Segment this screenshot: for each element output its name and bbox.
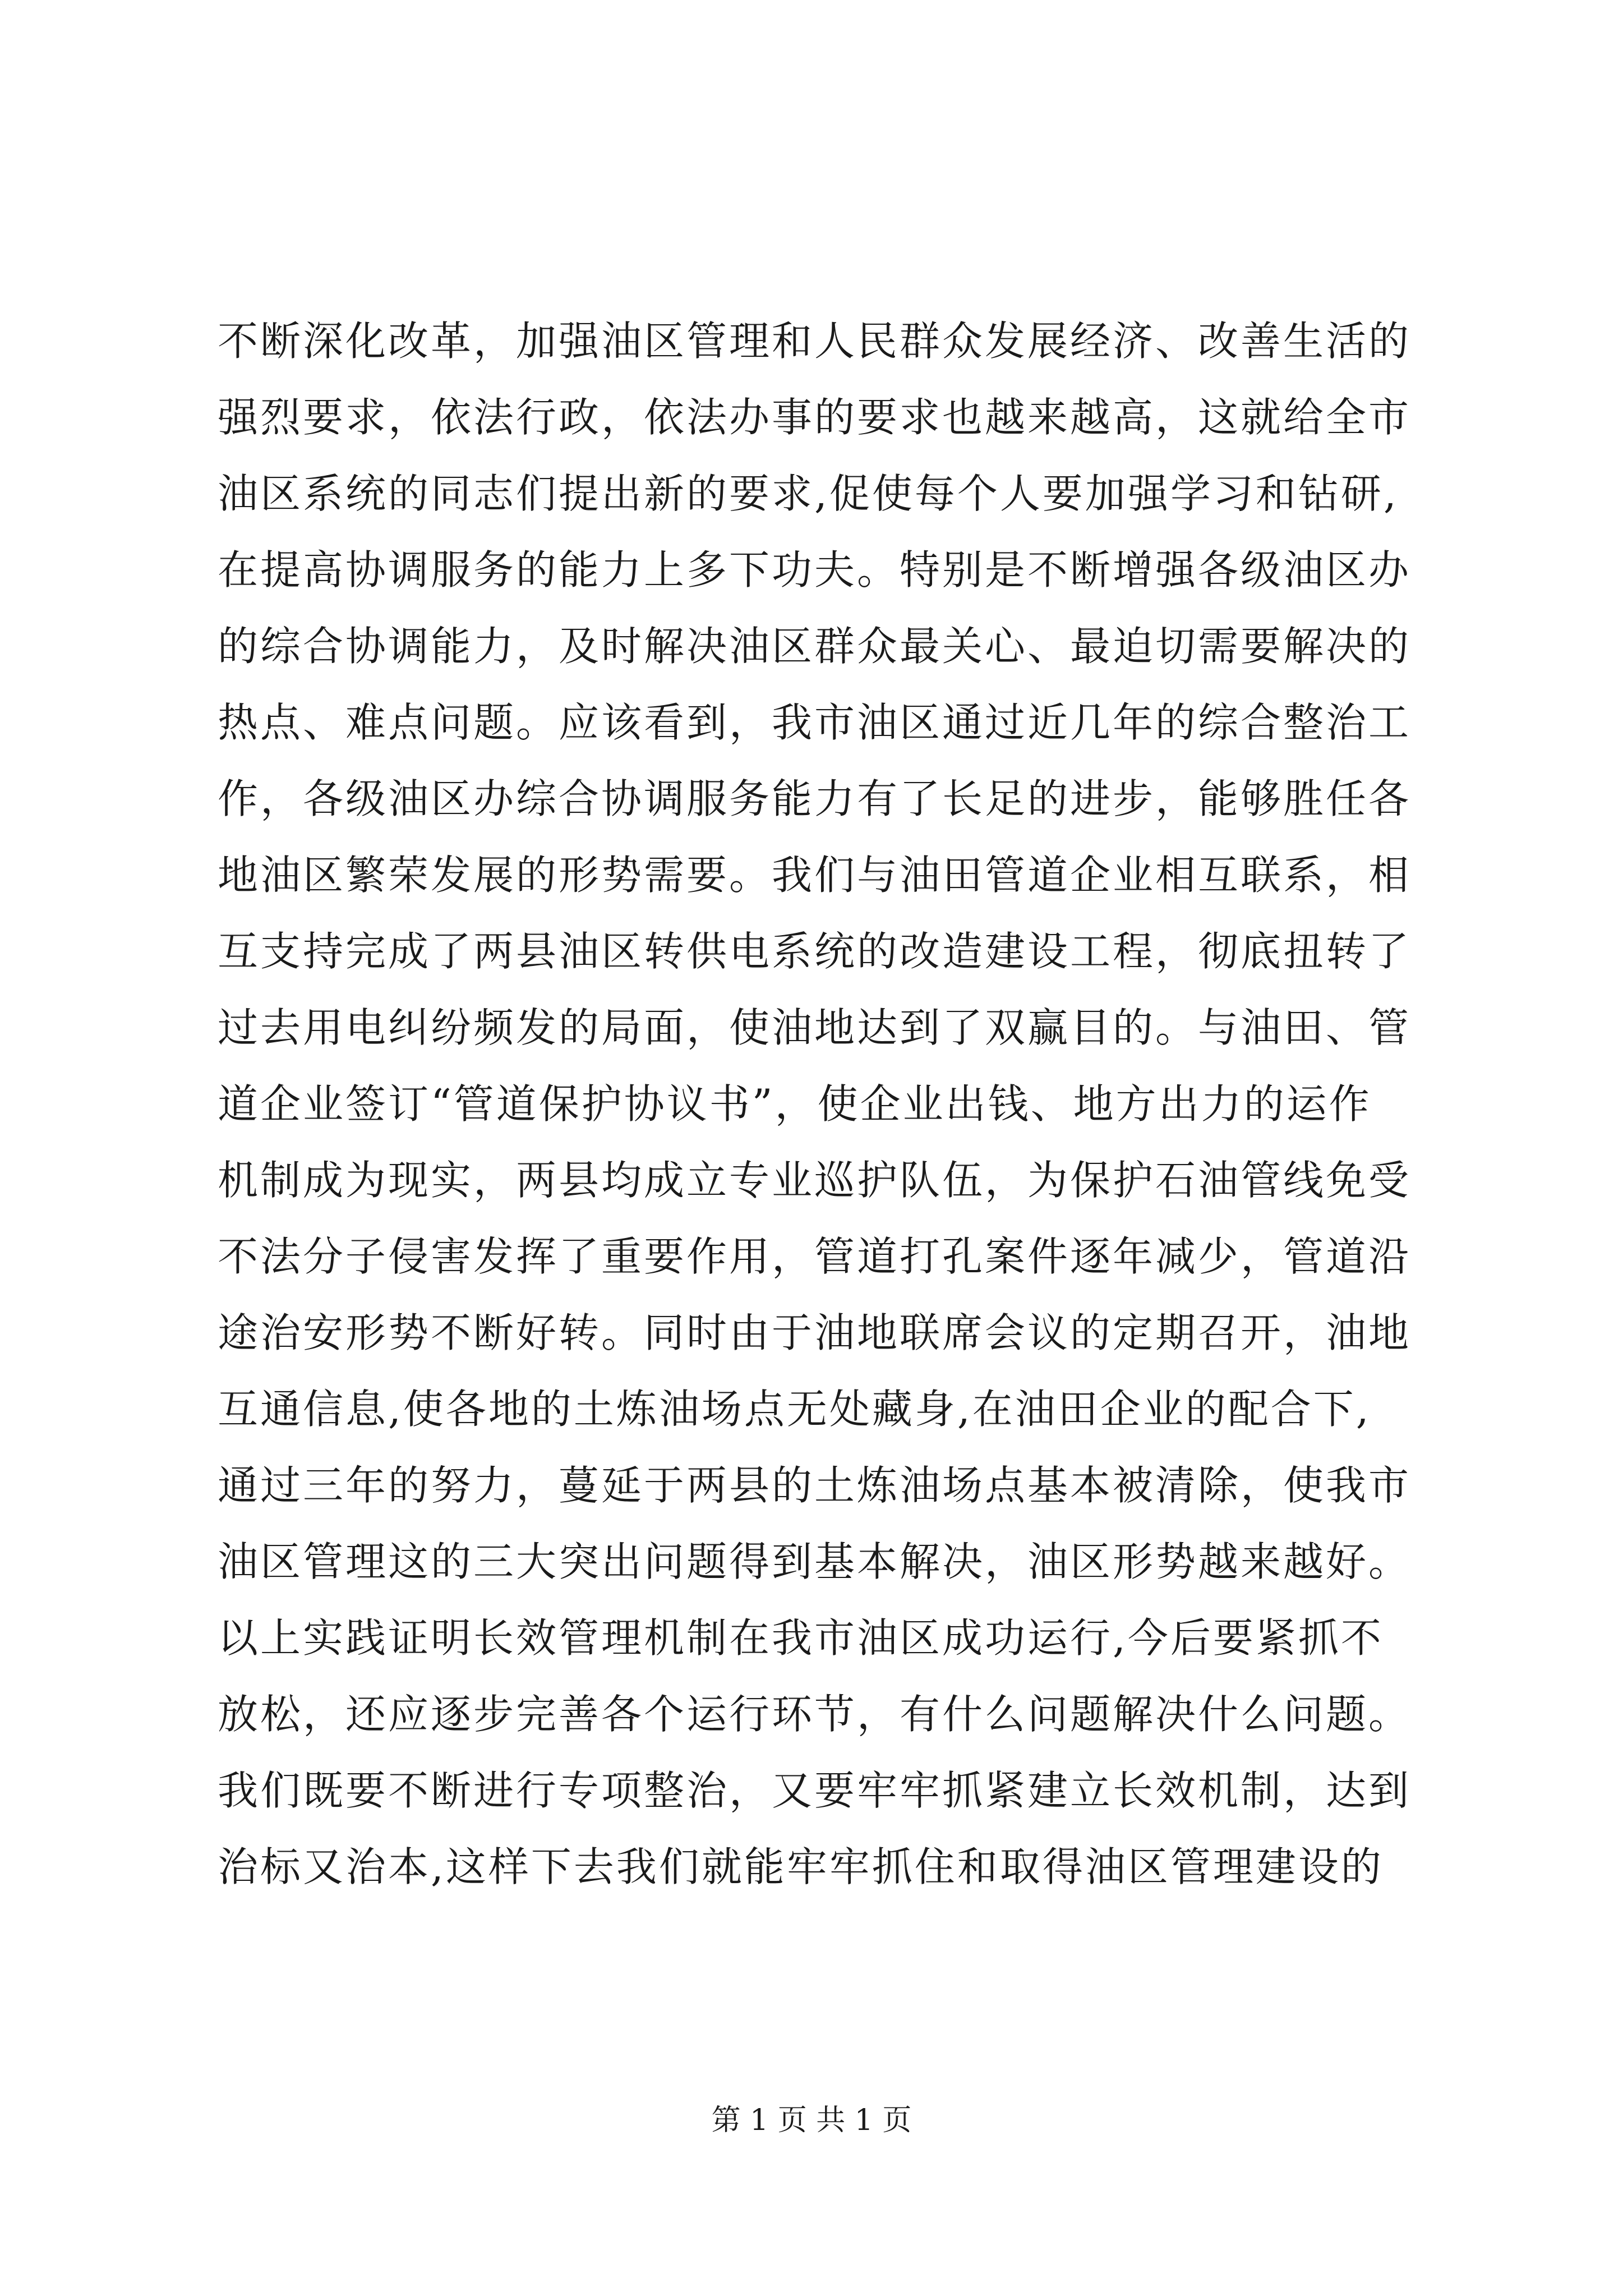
text-line: 在提高协调服务的能力上多下功夫。特别是不断增强各级油区办: [218, 546, 1412, 593]
text-line: 不法分子侵害发挥了重要作用，管道打孔案件逐年减少，管道沿: [218, 1233, 1412, 1280]
text-line: 油区系统的同志们提出新的要求,促使每个人要加强学习和钻研,: [218, 470, 1399, 517]
text-line: 强烈要求，依法行政，依法办事的要求也越来越高，这就给全市: [218, 394, 1412, 441]
text-line: 途治安形势不断好转。同时由于油地联席会议的定期召开，油地: [218, 1309, 1412, 1356]
page-number-label: 第 1 页 共 1 页: [711, 2104, 912, 2137]
text-line: 地油区繁荣发展的形势需要。我们与油田管道企业相互联系，相: [218, 852, 1412, 899]
text-line: 治标又治本,这样下去我们就能牢牢抓住和取得油区管理建设的: [218, 1843, 1384, 1890]
text-line: 道企业签订“管道保护协议书”，使企业出钱、地方出力的运作: [218, 1080, 1372, 1128]
body-text: [218, 303, 1474, 1905]
text-line: 互通信息,使各地的土炼油场点无处藏身,在油田企业的配合下,: [218, 1386, 1371, 1433]
text-line: 机制成为现实，两县均成立专业巡护队伍，为保护石油管线免受: [218, 1157, 1412, 1204]
page-footer: [0, 2101, 1623, 2140]
text-line: 热点、难点问题。应该看到，我市油区通过近几年的综合整治工: [218, 699, 1412, 746]
text-line: 的综合协调能力，及时解决油区群众最关心、最迫切需要解决的: [218, 623, 1412, 670]
text-line: 互支持完成了两县油区转供电系统的改造建设工程，彻底扭转了: [218, 928, 1412, 975]
text-line: 通过三年的努力，蔓延于两县的土炼油场点基本被清除，使我市: [218, 1462, 1412, 1509]
text-line: 放松，还应逐步完善各个运行环节，有什么问题解决什么问题。: [218, 1691, 1412, 1738]
text-line: 不断深化改革，加强油区管理和人民群众发展经济、改善生活的: [218, 318, 1412, 365]
text-line: 我们既要不断进行专项整治，又要牢牢抓紧建立长效机制，达到: [218, 1767, 1412, 1814]
text-line: 过去用电纠纷频发的局面，使油地达到了双赢目的。与油田、管: [218, 1004, 1412, 1051]
text-line: 以上实践证明长效管理机制在我市油区成功运行,今后要紧抓不: [218, 1614, 1384, 1662]
text-line: 油区管理这的三大突出问题得到基本解决，油区形势越来越好。: [218, 1538, 1412, 1585]
text-line: 作，各级油区办综合协调服务能力有了长足的进步，能够胜任各: [218, 775, 1412, 822]
